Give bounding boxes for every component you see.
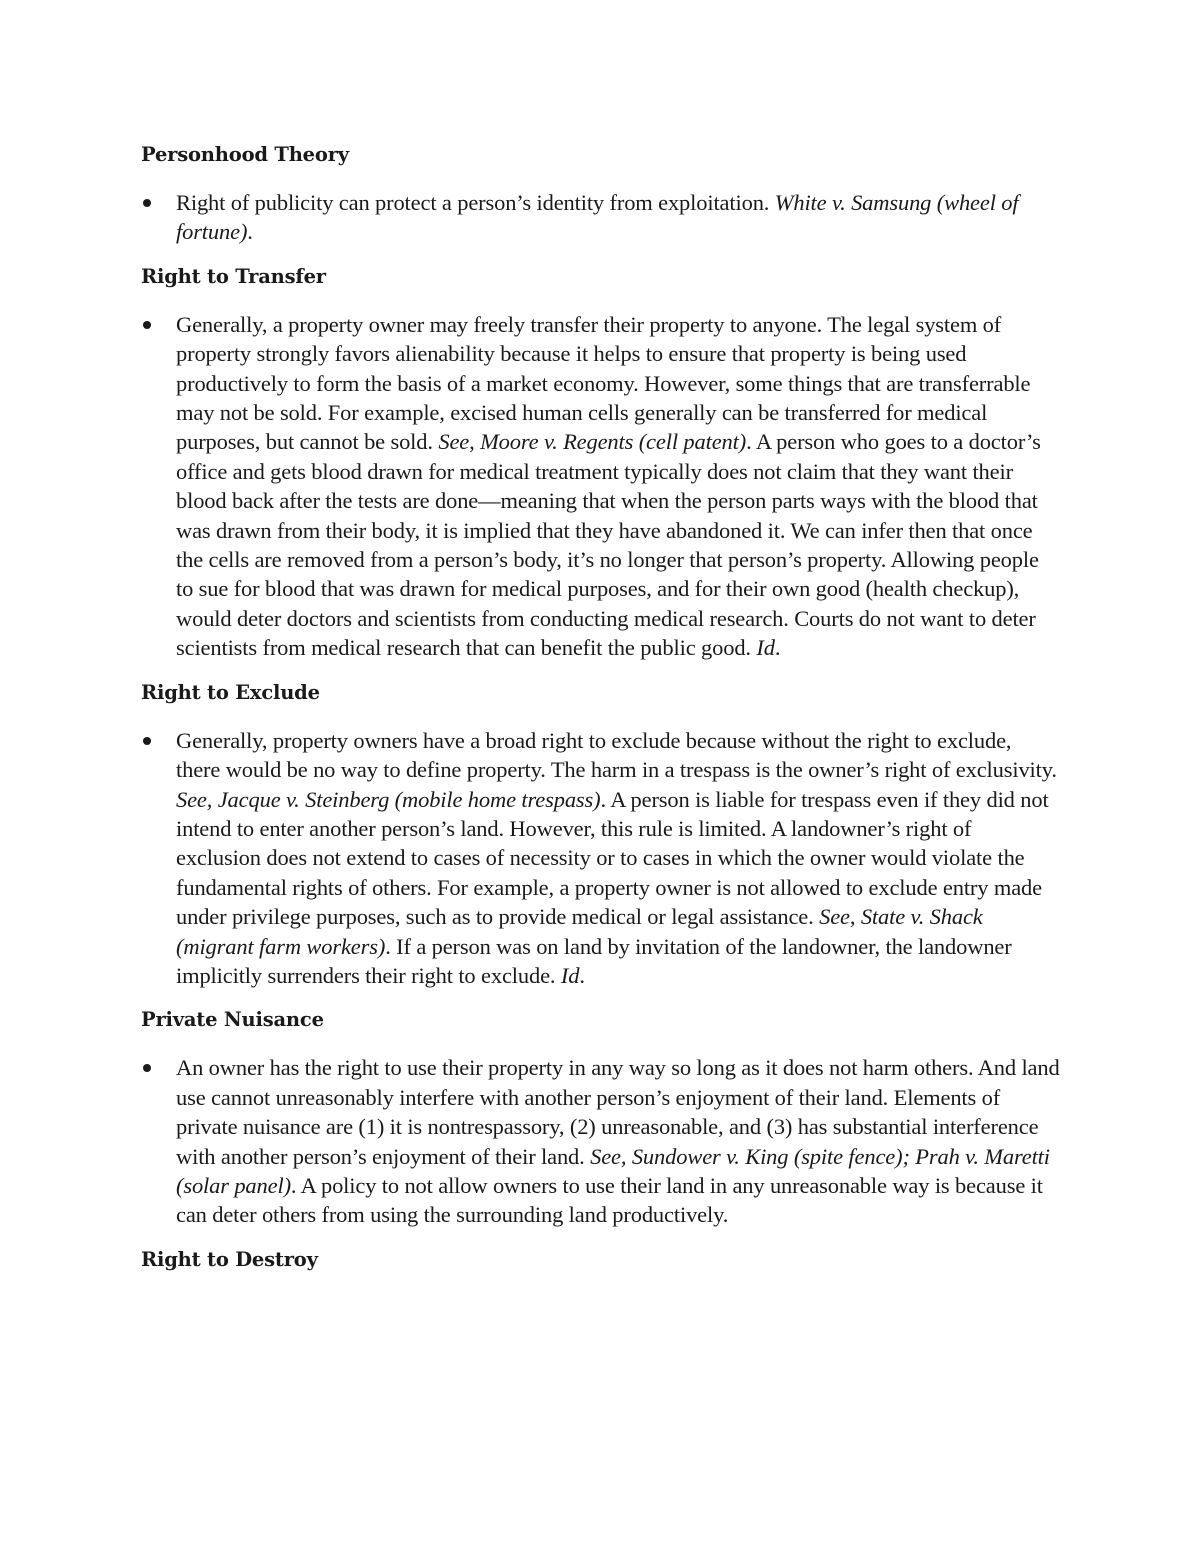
section-heading: Right to Destroy xyxy=(141,1247,318,1271)
bullet-text: . A person who goes to a doctor’s office and gets blood drawn for medical treatment typically does not claim that they want their blood back after the tests are done—meaning that when the person parts ways with the blood that was drawn from their body, it is implied that they have abandoned it. We can infer then that once the cells are removed from a person’s body, it’s no longer that person’s property. Allowing people to sue for blood that was drawn for medical purposes, and for their own good (health checkup), would deter doctors and scientists from conducting medical research. Courts do not want to deter scientists from medical research that can benefit the public good. xyxy=(176,429,1041,661)
case-citation: See xyxy=(438,429,470,455)
bullet-list xyxy=(141,188,1061,247)
bullet-text: . xyxy=(247,219,253,245)
bullet-item xyxy=(141,1053,1061,1229)
bullet-text: . If a person was on land by invitation of the landowner, the landowner implicitly surrenders their right to exclude. xyxy=(176,933,1012,988)
bullet-text: , xyxy=(849,904,861,930)
bullet-list xyxy=(141,310,1061,663)
case-citation: White v. Samsung (wheel of fortune) xyxy=(176,190,1019,245)
case-citation: See xyxy=(819,904,850,930)
document-body xyxy=(141,140,1061,1293)
bullet-text: . A policy to not allow owners to use their land in any unreasonable way is because it can deter others from using the surrounding land productively. xyxy=(176,1172,1043,1228)
bullet-text: , xyxy=(469,429,481,455)
case-citation: Id xyxy=(560,962,580,988)
bullet-text: Generally, property owners have a broad right to exclude because without the right to exclude, there would be no way to define property. The harm in a trespass is the owner’s right of exclusivity. xyxy=(176,727,1057,783)
section-heading: Right to Exclude xyxy=(141,680,320,704)
section-heading: Personhood Theory xyxy=(141,143,349,166)
case-citation: See, Jacque v. Steinberg (mobile home trespass) xyxy=(176,786,601,812)
bullet-text: . xyxy=(774,635,781,661)
case-citation: Moore v. Regents (cell patent) xyxy=(480,429,747,455)
bullet-text: Generally, a property owner may freely transfer their property to anyone. The legal system of property strongly favors alienability because it helps to ensure that property is being used productively to form the basis of a market economy. However, some things that are transferrable may not be sold. For example, excised human cells generally can be transferred for medical purposes, but cannot be sold. xyxy=(176,311,1031,455)
bullet-text: Right of publicity can protect a person’s identity from exploitation. xyxy=(176,190,775,215)
bullet-item xyxy=(141,310,1061,663)
section-heading: Right to Transfer xyxy=(141,264,326,288)
bullet-list xyxy=(141,726,1061,991)
bullet-text: . A person is liable for trespass even if they did not intend to enter another person’s land. However, this rule is limited. A landowner’s right of exclusion does not extend to cases of necessity or to cases in which the owner would violate the fundamental rights of others. For example, a property owner is not allowed to exclude entry made under privilege purposes, such as to provide medical or legal assistance. xyxy=(176,786,1049,930)
case-citation: Id xyxy=(756,635,775,661)
case-citation: See, Sundower v. King (spite fence); Prah v. Maretti (solar panel) xyxy=(176,1143,1050,1198)
bullet-item xyxy=(141,726,1061,991)
bullet-item xyxy=(141,188,1061,247)
bullet-text: . xyxy=(579,962,585,988)
case-citation: State v. Shack (migrant farm workers) xyxy=(176,904,983,959)
section-heading: Private Nuisance xyxy=(141,1008,324,1032)
bullet-text: An owner has the right to use their property in any way so long as it does not harm others. And land use cannot unreasonably interfere with another person’s enjoyment of their land. Elements of private nuisance are (1) it is nontrespassory, (2) unreasonable, and (3) has substantial interference with another person’s enjoyment of their land. xyxy=(176,1055,1060,1169)
bullet-list xyxy=(141,1053,1061,1229)
